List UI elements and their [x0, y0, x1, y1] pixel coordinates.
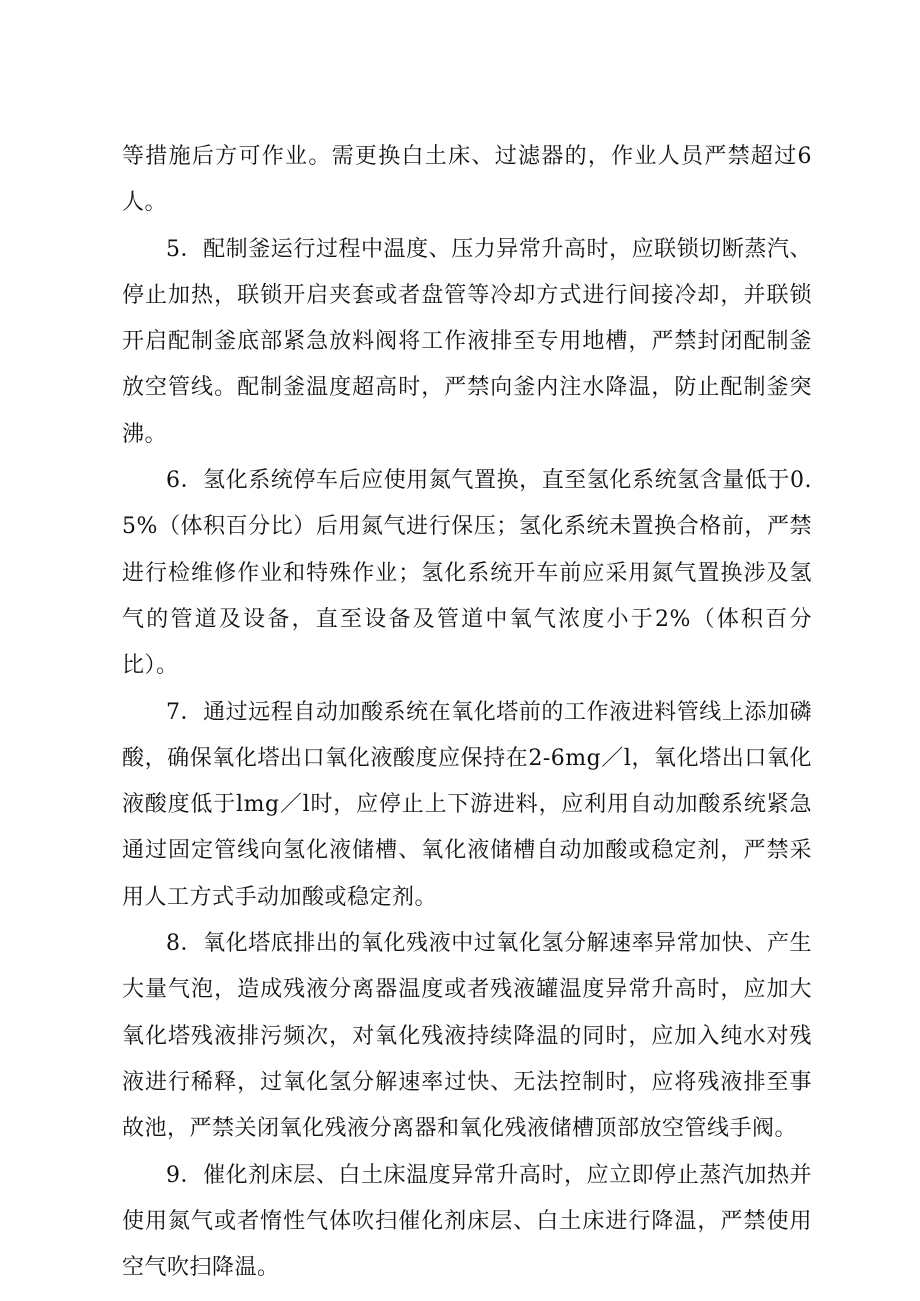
- paragraph-item-7: 7．通过远程自动加酸系统在氧化塔前的工作液进料管线上添加磷酸，确保氧化塔出口氧化液酸度应保持在2-6mg／l，氧化塔出口氧化液酸度低于lmg／l时，应停止上下游进料，应利用自动加酸系统紧急通过固定管线向氢化液储槽、氧化液储槽自动加酸或稳定剂，严禁采用人工方式手动加酸或稳定剂。: [122, 699, 812, 910]
- document-body: [122, 134, 812, 1291]
- paragraph-item-8: 8．氧化塔底排出的氧化残液中过氧化氢分解速率异常加快、产生大量气泡，造成残液分离器温度或者残液罐温度异常升高时，应加大氧化塔残液排污频次，对氧化残液持续降温的同时，应加入纯水对残液进行稀释，过氧化氢分解速率过快、无法控制时，应将残液排至事故池，严禁关闭氧化残液分离器和氧化残液储槽顶部放空管线手阀。: [122, 931, 812, 1142]
- paragraph-item-5: 5．配制釜运行过程中温度、压力异常升高时，应联锁切断蒸汽、停止加热，联锁开启夹套或者盘管等冷却方式进行间接冷却，并联锁开启配制釜底部紧急放料阀将工作液排至专用地槽，严禁封闭配制釜放空管线。配制釜温度超高时，严禁向釜内注水降温，防止配制釜突沸。: [122, 236, 812, 447]
- paragraph-item-6: 6．氢化系统停车后应使用氮气置换，直至氢化系统氢含量低于0.5%（体积百分比）后用氮气进行保压；氢化系统未置换合格前，严禁进行检维修作业和特殊作业；氢化系统开车前应采用氮气置换涉及氢气的管道及设备，直至设备及管道中氧气浓度小于2%（体积百分比）。: [122, 468, 812, 679]
- paragraph-item-9: 9．催化剂床层、白土床温度异常升高时，应立即停止蒸汽加热并使用氮气或者惰性气体吹扫催化剂床层、白土床进行降温，严禁使用空气吹扫降温。: [122, 1162, 812, 1281]
- paragraph-continuation: 等措施后方可作业。需更换白土床、过滤器的，作业人员严禁超过6人。: [122, 144, 812, 216]
